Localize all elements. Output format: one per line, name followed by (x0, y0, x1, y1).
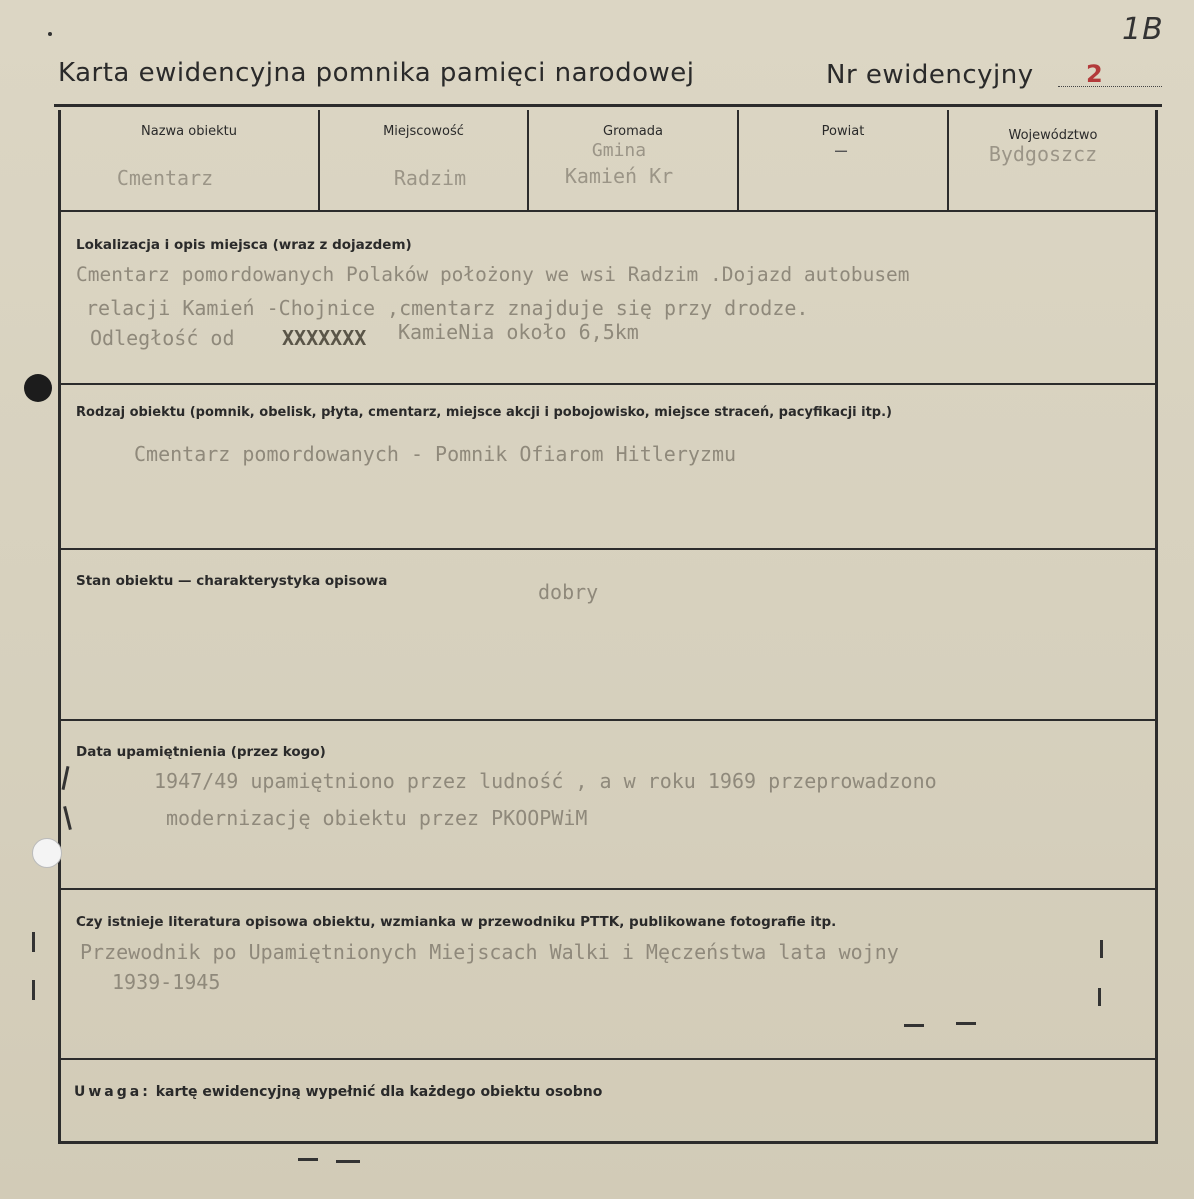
literatura-line-1: Przewodnik po Upamiętnionych Miejscach Walki i Męczeństwa lata wojny (80, 940, 899, 964)
lokalizacja-line-1: Cmentarz pomordowanych Polaków położony we wsi Radzim .Dojazd autobusem (76, 263, 910, 286)
section-label-lokalizacja: Lokalizacja i opis miejsca (wraz z dojazdem) (76, 237, 412, 253)
data-line-2: modernizację obiektu przez PKOOPWiM (166, 806, 588, 830)
column-value-powiat: – (834, 138, 848, 162)
section-divider (58, 548, 1158, 550)
lokalizacja-line-2: relacji Kamień -Chojnice ,cmentarz znajduje się przy drodze. (86, 296, 809, 320)
nr-label: Nr ewidencyjny (826, 60, 1034, 90)
footer-uwaga-word: Uwaga: (74, 1084, 151, 1100)
column-value-wojewodztwo: Bydgoszcz (988, 142, 1098, 166)
binder-hole (24, 374, 52, 402)
pencil-mark (956, 1022, 976, 1025)
lokalizacja-line-3-suffix: KamieNia około 6,5km (398, 320, 639, 344)
section-label-stan: Stan obiektu — charakterystyka opisowa (76, 573, 388, 589)
column-label-wojewodztwo: Województwo (1008, 128, 1098, 143)
stan-value: dobry (538, 580, 599, 604)
pencil-mark (298, 1158, 318, 1161)
lokalizacja-line-3-prefix: Odległość od (90, 326, 235, 350)
column-label-powiat: Powiat (821, 124, 865, 139)
column-value-miejscowosc: Radzim (393, 166, 467, 190)
pencil-mark (1098, 988, 1101, 1006)
corner-number: 1B (1122, 12, 1164, 47)
nr-dotted-line (1058, 86, 1162, 87)
footer-note (74, 1084, 602, 1100)
nr-value: 2 (1086, 60, 1103, 88)
pencil-mark (904, 1024, 924, 1027)
stray-dot (48, 32, 52, 36)
section-label-literatura: Czy istnieje literatura opisowa obiektu, wzmianka w przewodniku PTTK, publikowane fotografie itp. (76, 914, 837, 930)
column-value-gmina: Gmina (591, 140, 647, 161)
literatura-line-2: 1939-1945 (112, 970, 221, 994)
section-divider (58, 888, 1158, 890)
pencil-mark (32, 980, 35, 1000)
pencil-mark (336, 1160, 360, 1163)
section-label-rodzaj: Rodzaj obiektu (pomnik, obelisk, płyta, cmentarz, miejsce akcji i pobojowisko, miejsce straceń, pacyfikacji itp.) (76, 405, 892, 420)
column-label-gromada: Gromada (603, 124, 663, 139)
column-value-gromada: Kamień Kr (564, 164, 674, 188)
section-divider (58, 383, 1158, 385)
section-label-data: Data upamiętnienia (przez kogo) (76, 744, 326, 760)
column-label-miejscowosc: Miejscowość (383, 124, 464, 139)
column-label-nazwa: Nazwa obiektu (141, 124, 237, 139)
binder-hole (32, 838, 62, 868)
footer-uwaga-text: kartę ewidencyjną wypełnić dla każdego obiektu osobno (155, 1084, 603, 1100)
top-rule (54, 104, 1162, 107)
rodzaj-value: Cmentarz pomordowanych - Pomnik Ofiarom Hitleryzmu (134, 442, 737, 466)
pencil-mark (32, 932, 35, 952)
struck-out-text: XXXXXXX (282, 326, 367, 350)
section-divider (58, 719, 1158, 721)
pencil-mark (1100, 940, 1103, 958)
data-line-1: 1947/49 upamiętniono przez ludność , a w roku 1969 przeprowadzono (154, 769, 937, 793)
column-value-nazwa: Cmentarz (116, 166, 214, 190)
card-title: Karta ewidencyjna pomnika pamięci narodowej (58, 58, 695, 88)
section-divider (58, 210, 1158, 212)
section-divider (58, 1058, 1158, 1060)
